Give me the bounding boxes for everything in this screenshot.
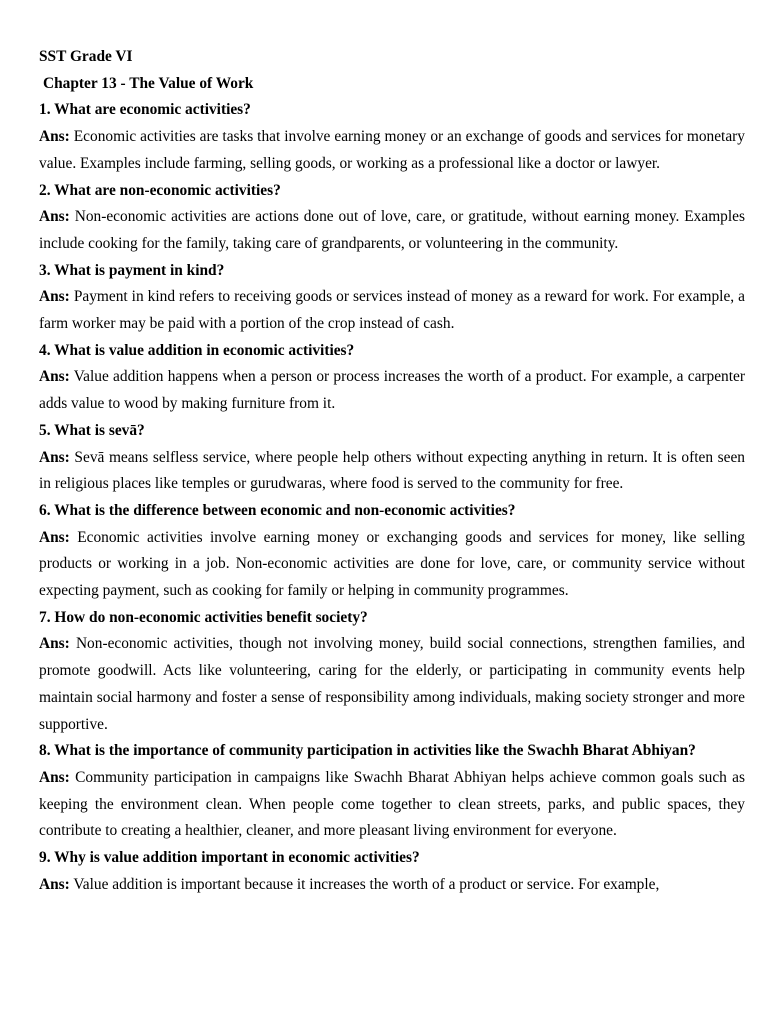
qa-item-9 (39, 845, 745, 898)
answer-text (39, 204, 745, 257)
answer-body: Economic activities involve earning money or exchanging goods and services for money, like selling products or working in a job. Non-economic activities are done for love, care, or community service without expecting payment, such as cooking for family or helping in community programmes. (39, 528, 745, 600)
answer-body: Non-economic activities, though not involving money, build social connections, strengthen families, and promote goodwill. Acts like volunteering, caring for the elderly, or participating in community events help maintain social harmony and foster a sense of responsibility among individuals, making society stronger and more supportive. (39, 635, 745, 733)
question-text: 5. What is sevā? (39, 421, 145, 439)
document-page (39, 44, 745, 899)
chapter-title: Chapter 13 - The Value of Work (43, 74, 254, 92)
answer-body: Payment in kind refers to receiving goods or services instead of money as a reward for work. For example, a farm worker may be paid with a portion of the crop instead of cash. (39, 288, 745, 333)
answer-label: Ans: (39, 288, 70, 306)
question-text: 3. What is payment in kind? (39, 261, 225, 279)
answer-label: Ans: (39, 128, 70, 146)
qa-item-6 (39, 498, 745, 605)
answer-label: Ans: (39, 875, 70, 893)
question-text: 8. What is the importance of community participation in activities like the Swachh Bharat Abhiyan? (39, 742, 696, 760)
answer-body: Economic activities are tasks that involve earning money or an exchange of goods and services for monetary value. Examples include farming, selling goods, or working as a professional like a doctor or lawyer. (39, 128, 745, 172)
qa-item-8 (39, 738, 745, 845)
answer-body: Non-economic activities are actions done out of love, care, or gratitude, without earning money. Examples include cooking for the family, taking care of grandparents, or volunteering in the community. (39, 208, 745, 252)
answer-text (39, 364, 745, 417)
answer-body: Sevā means selfless service, where people help others without expecting anything in return. It is often seen in religious places like temples or gurudwaras, where food is served to the community for free. (39, 448, 745, 493)
answer-text (39, 872, 745, 899)
answer-text (39, 445, 745, 498)
answer-label: Ans: (39, 528, 70, 546)
qa-item-1 (39, 97, 745, 177)
qa-item-4 (39, 338, 745, 418)
qa-item-7 (39, 605, 745, 739)
question-text: 6. What is the difference between economic and non-economic activities? (39, 501, 516, 519)
question-text: 9. Why is value addition important in economic activities? (39, 849, 420, 867)
answer-label: Ans: (39, 635, 70, 653)
answer-label: Ans: (39, 768, 70, 786)
answer-text (39, 124, 745, 177)
question-text: 4. What is value addition in economic activities? (39, 341, 355, 359)
qa-item-2 (39, 178, 745, 258)
answer-label: Ans: (39, 448, 70, 466)
question-text: 7. How do non-economic activities benefit society? (39, 608, 368, 626)
question-text: 2. What are non-economic activities? (39, 181, 281, 199)
subject-heading: SST Grade VI (39, 48, 133, 65)
qa-item-5 (39, 418, 745, 498)
qa-item-3 (39, 258, 745, 338)
answer-body: Value addition is important because it increases the worth of a product or service. For example, (73, 875, 660, 893)
answer-text (39, 284, 745, 337)
answer-body: Value addition happens when a person or process increases the worth of a product. For example, a carpenter adds value to wood by making furniture from it. (39, 368, 745, 413)
answer-label: Ans: (39, 208, 70, 226)
answer-text (39, 525, 745, 605)
answer-body: Community participation in campaigns like Swachh Bharat Abhiyan helps achieve common goals such as keeping the environment clean. When people come together to clean streets, parks, and public spaces, they contribute to creating a healthier, cleaner, and more pleasant living environment for everyone. (39, 768, 745, 840)
question-text: 1. What are economic activities? (39, 101, 251, 119)
answer-label: Ans: (39, 368, 70, 386)
answer-text (39, 765, 745, 845)
answer-text (39, 631, 745, 738)
